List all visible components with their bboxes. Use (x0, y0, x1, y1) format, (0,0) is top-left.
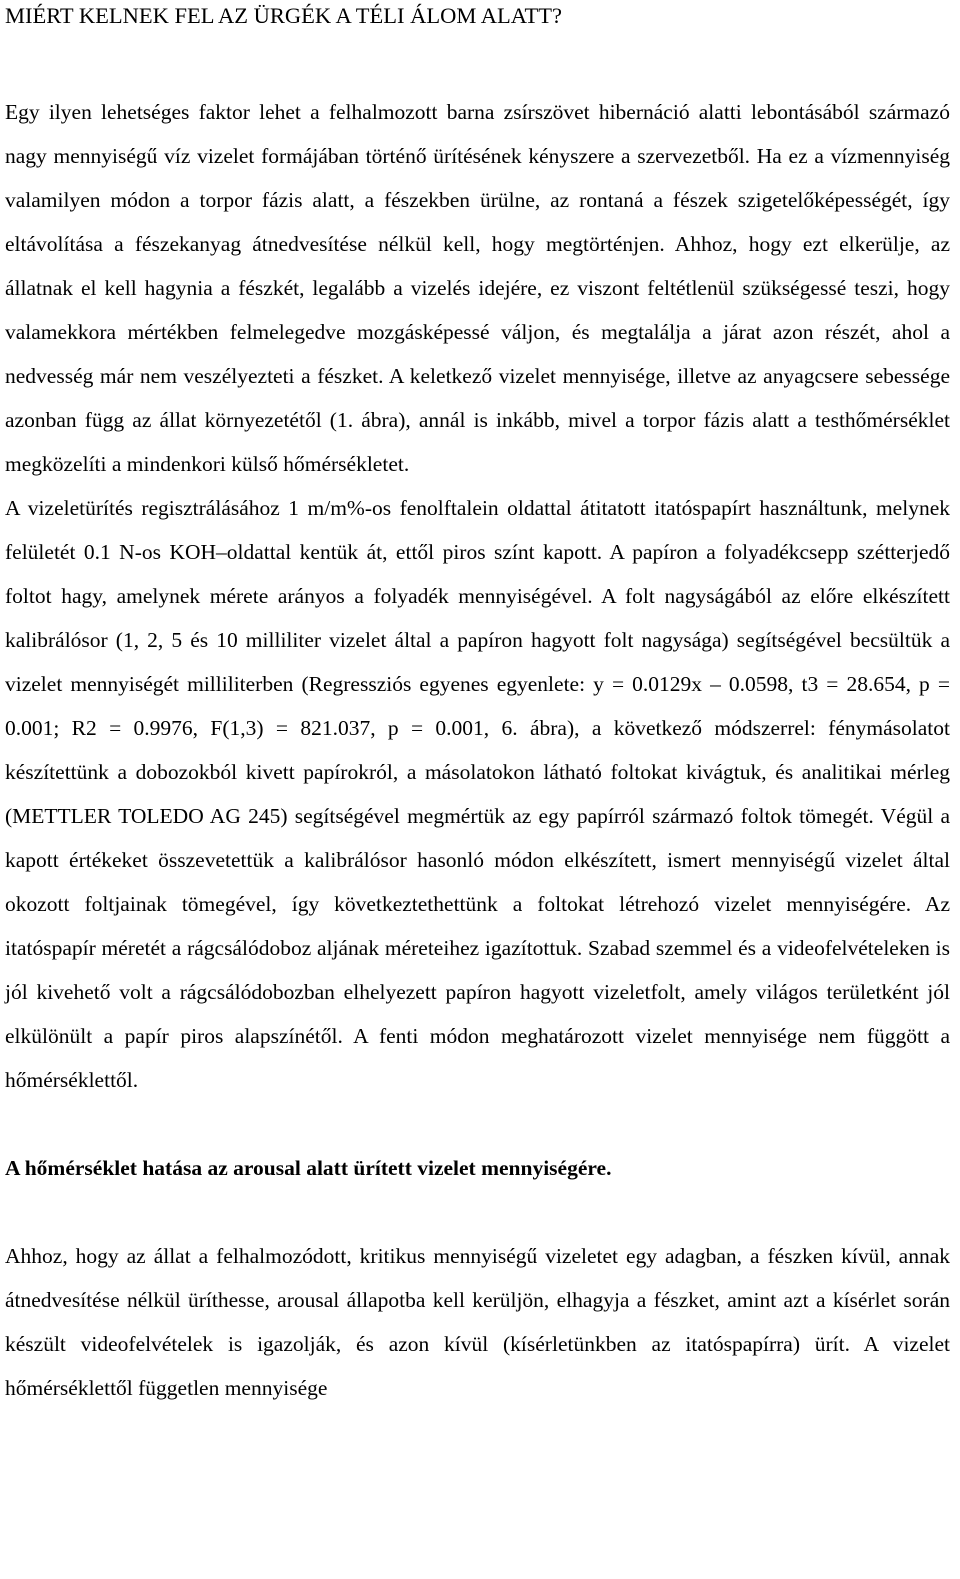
page-title: MIÉRT KELNEK FEL AZ ÜRGÉK A TÉLI ÁLOM ALATT? (5, 3, 562, 28)
paragraph-arousal: Ahhoz, hogy az állat a felhalmozódott, kritikus mennyiségű vizeletet egy adagban, a fészken kívül, annak átnedvesítése nélkül üríthesse, arousal állapotba kell kerüljön, elhagyja a fészket, amint azt a kísérlet során készült videofelvételek is igazolják, és azon kívül (kísérletünkben az itatóspapírra) ürít. A vizelet hőmérséklettől független mennyisége (5, 1244, 950, 1400)
document-page (5, 0, 950, 1410)
paragraph-method: A vizeletürítés regisztrálásához 1 m/m%-os fenolftalein oldattal átitatott itatóspapírt használtunk, melynek felületét 0.1 N-os KOH–oldattal kentük át, ettől piros színt kapott. A papíron a folyadékcsepp szétterjedő foltot hagy, amelynek mérete arányos a folyadék mennyiségével. A folt nagyságából az előre elkészített kalibrálósor (1, 2, 5 és 10 milliliter vizelet által a papíron hagyott folt nagysága) segítségével becsültük a vizelet mennyiségét milliliterben (Regressziós egyenes egyenlete: y = 0.0129x – 0.0598, t3 = 28.654, p = 0.001; R2 = 0.9976, F(1,3) = 821.037, p = 0.001, 6. ábra), a következő módszerrel: fénymásolatot készítettünk a dobozokból kivett papírokról, a másolatokon látható foltokat kivágtuk, és analitikai mérleg (METTLER TOLEDO AG 245) segítségével megmértük az egy papírról származó foltok tömegét. Végül a kapott értékeket összevetettük a kalibrálósor hasonló módon elkészített, ismert mennyiségű vizelet által okozott foltjainak tömegével, így következtethettünk a foltokat létrehozó vizelet mennyiségére. Az itatóspapír méretét a rágcsálódoboz aljának méreteihez igazítottuk. Szabad szemmel és a videofelvételeken is jól kivehető volt a rágcsálódobozban elhelyezett papíron hagyott vizeletfolt, amely világos területként jól elkülönült a papír piros alapszínétől. A fenti módon meghatározott vizelet mennyisége nem függött a hőmérséklettől. (5, 496, 950, 1092)
paragraph-hibernation-urine: Egy ilyen lehetséges faktor lehet a felhalmozott barna zsírszövet hibernáció alatti lebontásából származó nagy mennyiségű víz vizelet formájában történő ürítésének kényszere a szervezetből. Ha ez a vízmennyiség valamilyen módon a torpor fázis alatt, a fészekben ürülne, az rontaná a fészek szigetelőképességét, így eltávolítása a fészekanyag átnedvesítése nélkül kell, hogy megtörténjen. Ahhoz, hogy ezt elkerülje, az állatnak el kell hagynia a fészkét, legalább a vizelés idejére, ez viszont feltétlenül szükségessé teszi, hogy valamekkora mértékben felmelegedve mozgásképessé váljon, és megtalálja a járat azon részét, ahol a nedvesség már nem veszélyezteti a fészket. A keletkező vizelet mennyisége, illetve az anyagcsere sebessége azonban függ az állat környezetétől (1. ábra), annál is inkább, mivel a torpor fázis alatt a testhőmérséklet megközelíti a mindenkori külső hőmérsékletet. (5, 100, 950, 476)
section-heading: A hőmérséklet hatása az arousal alatt ürített vizelet mennyiségére. (5, 1156, 612, 1180)
